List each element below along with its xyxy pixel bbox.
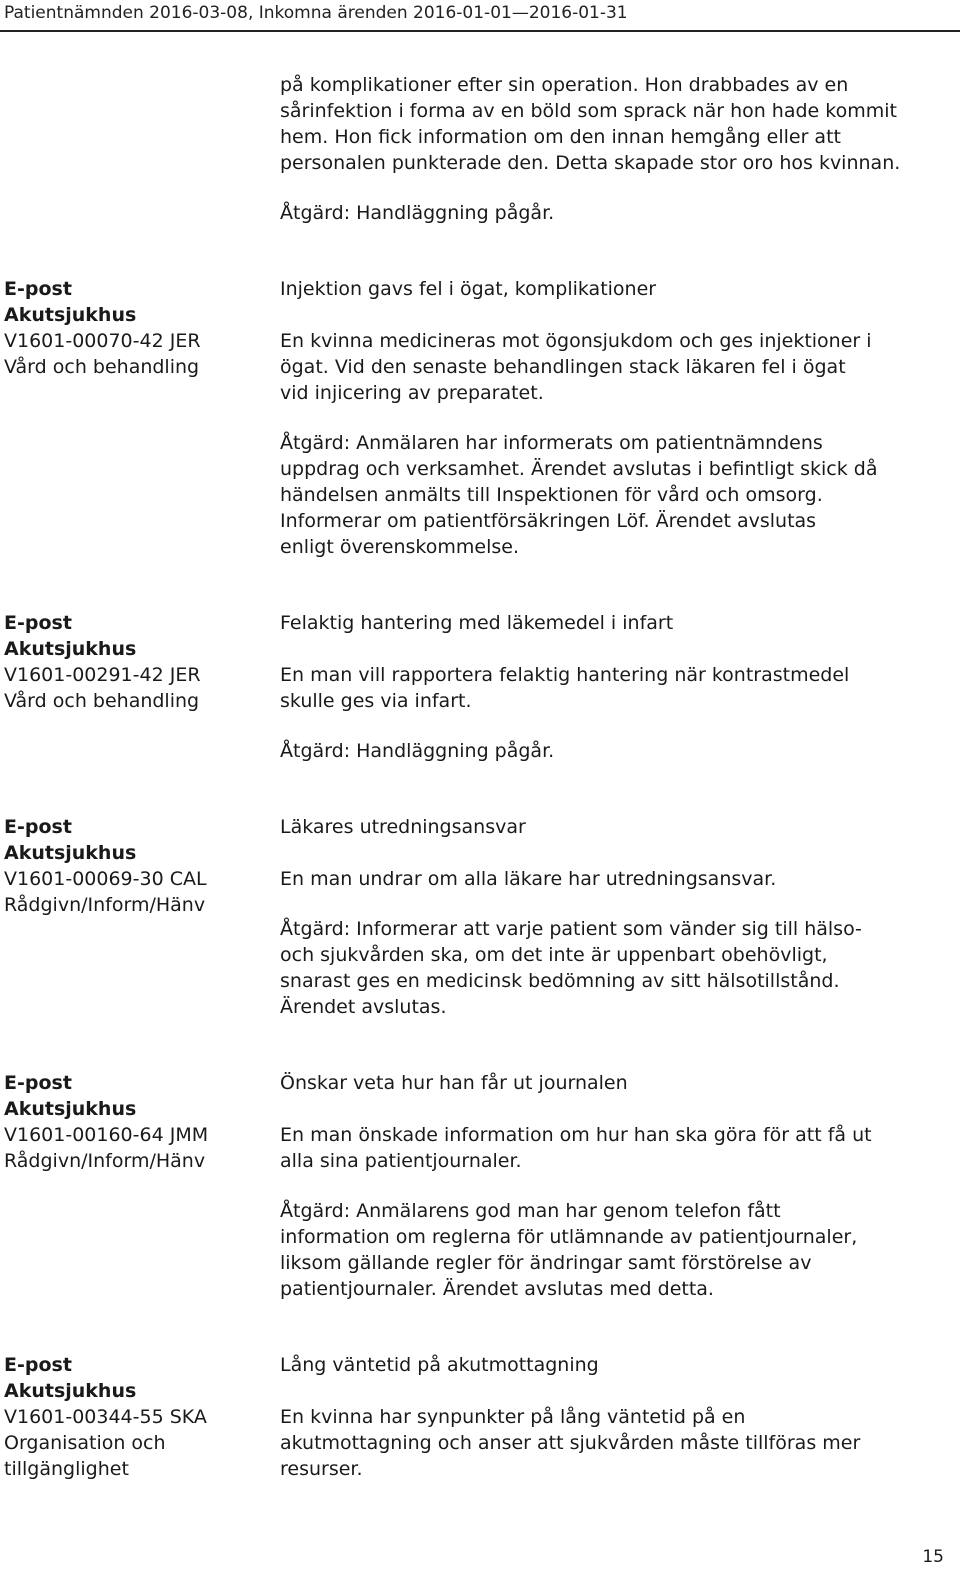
case-unit: Akutsjukhus bbox=[4, 638, 137, 660]
case-entry bbox=[0, 276, 960, 560]
case-channel: E-post bbox=[4, 1072, 72, 1094]
continuation-text: på komplikationer efter sin operation. Hon drabbades av en sårinfektion i forma av en böld som sprack när hon hade kommit hem. Hon fick information om den innan hemgång eller att personalen punkterade den. Detta skapade stor oro hos kvinnan. bbox=[280, 74, 901, 174]
case-category: Vård och behandling bbox=[4, 690, 200, 712]
case-action: Åtgärd: Handläggning pågår. bbox=[280, 740, 555, 762]
case-body bbox=[280, 610, 950, 764]
case-description: En man vill rapportera felaktig hantering när kontrastmedel skulle ges via infart. bbox=[280, 664, 850, 712]
case-action: Åtgärd: Informerar att varje patient som vänder sig till hälso- och sjukvården ska, om det inte är uppenbart obehövligt, snarast ges en medicinsk bedömning av sitt hälsotillstånd. Ärendet avslutas. bbox=[280, 918, 862, 1018]
case-title: Läkares utredningsansvar bbox=[280, 816, 526, 838]
case-description: En kvinna medicineras mot ögonsjukdom och ges injektioner i ögat. Vid den senaste behandlingen stack läkaren fel i ögat vid injicering av preparatet. bbox=[280, 330, 872, 404]
case-unit: Akutsjukhus bbox=[4, 842, 137, 864]
case-meta bbox=[0, 1070, 280, 1174]
continuation-block bbox=[280, 72, 950, 226]
case-title: Felaktig hantering med läkemedel i infart bbox=[280, 612, 674, 634]
case-channel: E-post bbox=[4, 278, 72, 300]
case-description: En man undrar om alla läkare har utredningsansvar. bbox=[280, 868, 777, 890]
case-id: V1601-00069-30 CAL bbox=[4, 868, 207, 890]
case-meta bbox=[0, 814, 280, 918]
case-meta bbox=[0, 1352, 280, 1482]
case-entry bbox=[0, 1352, 960, 1482]
case-unit: Akutsjukhus bbox=[4, 1380, 137, 1402]
case-description: En man önskade information om hur han ska göra för att få ut alla sina patientjournaler. bbox=[280, 1124, 872, 1172]
case-title: Önskar veta hur han får ut journalen bbox=[280, 1072, 628, 1094]
case-body bbox=[280, 814, 950, 1020]
case-id: V1601-00291-42 JER bbox=[4, 664, 201, 686]
case-body bbox=[280, 276, 950, 560]
case-id: V1601-00160-64 JMM bbox=[4, 1124, 209, 1146]
case-entry bbox=[0, 1070, 960, 1302]
case-entry bbox=[0, 814, 960, 1020]
case-title: Lång väntetid på akutmottagning bbox=[280, 1354, 599, 1376]
case-title: Injektion gavs fel i ögat, komplikationer bbox=[280, 278, 657, 300]
case-meta bbox=[0, 276, 280, 380]
case-category: Organisation och tillgänglighet bbox=[4, 1432, 166, 1480]
case-body bbox=[280, 1070, 950, 1302]
case-unit: Akutsjukhus bbox=[4, 304, 137, 326]
document-content bbox=[0, 72, 960, 1482]
case-id: V1601-00344-55 SKA bbox=[4, 1406, 207, 1428]
case-channel: E-post bbox=[4, 612, 72, 634]
case-action: Åtgärd: Anmälarens god man har genom telefon fått information om reglerna för utlämnande av patientjournaler, liksom gällande regler för ändringar samt förstörelse av patientjournaler. Ärendet avslutas med detta. bbox=[280, 1200, 858, 1300]
case-description: En kvinna har synpunkter på lång väntetid på en akutmottagning och anser att sjukvården måste tillföras mer resurser. bbox=[280, 1406, 861, 1480]
case-category: Rådgivn/Inform/Hänv bbox=[4, 1150, 206, 1172]
case-category: Rådgivn/Inform/Hänv bbox=[4, 894, 206, 916]
case-body bbox=[280, 1352, 950, 1482]
case-action: Åtgärd: Anmälaren har informerats om patientnämndens uppdrag och verksamhet. Ärendet avslutas i befintligt skick då händelsen anmälts till Inspektionen för vård och omsorg. Informerar om patientförsäkringen Löf. Ärendet avslutas enligt överenskommelse. bbox=[280, 432, 878, 558]
case-category: Vård och behandling bbox=[4, 356, 200, 378]
case-meta bbox=[0, 610, 280, 714]
continuation-action: Åtgärd: Handläggning pågår. bbox=[280, 202, 555, 224]
page-header: Patientnämnden 2016-03-08, Inkomna ärenden 2016-01-01—2016-01-31 bbox=[0, 0, 960, 32]
case-unit: Akutsjukhus bbox=[4, 1098, 137, 1120]
case-entry bbox=[0, 610, 960, 764]
page-number: 15 bbox=[922, 1547, 944, 1567]
case-channel: E-post bbox=[4, 816, 72, 838]
case-channel: E-post bbox=[4, 1354, 72, 1376]
case-id: V1601-00070-42 JER bbox=[4, 330, 201, 352]
